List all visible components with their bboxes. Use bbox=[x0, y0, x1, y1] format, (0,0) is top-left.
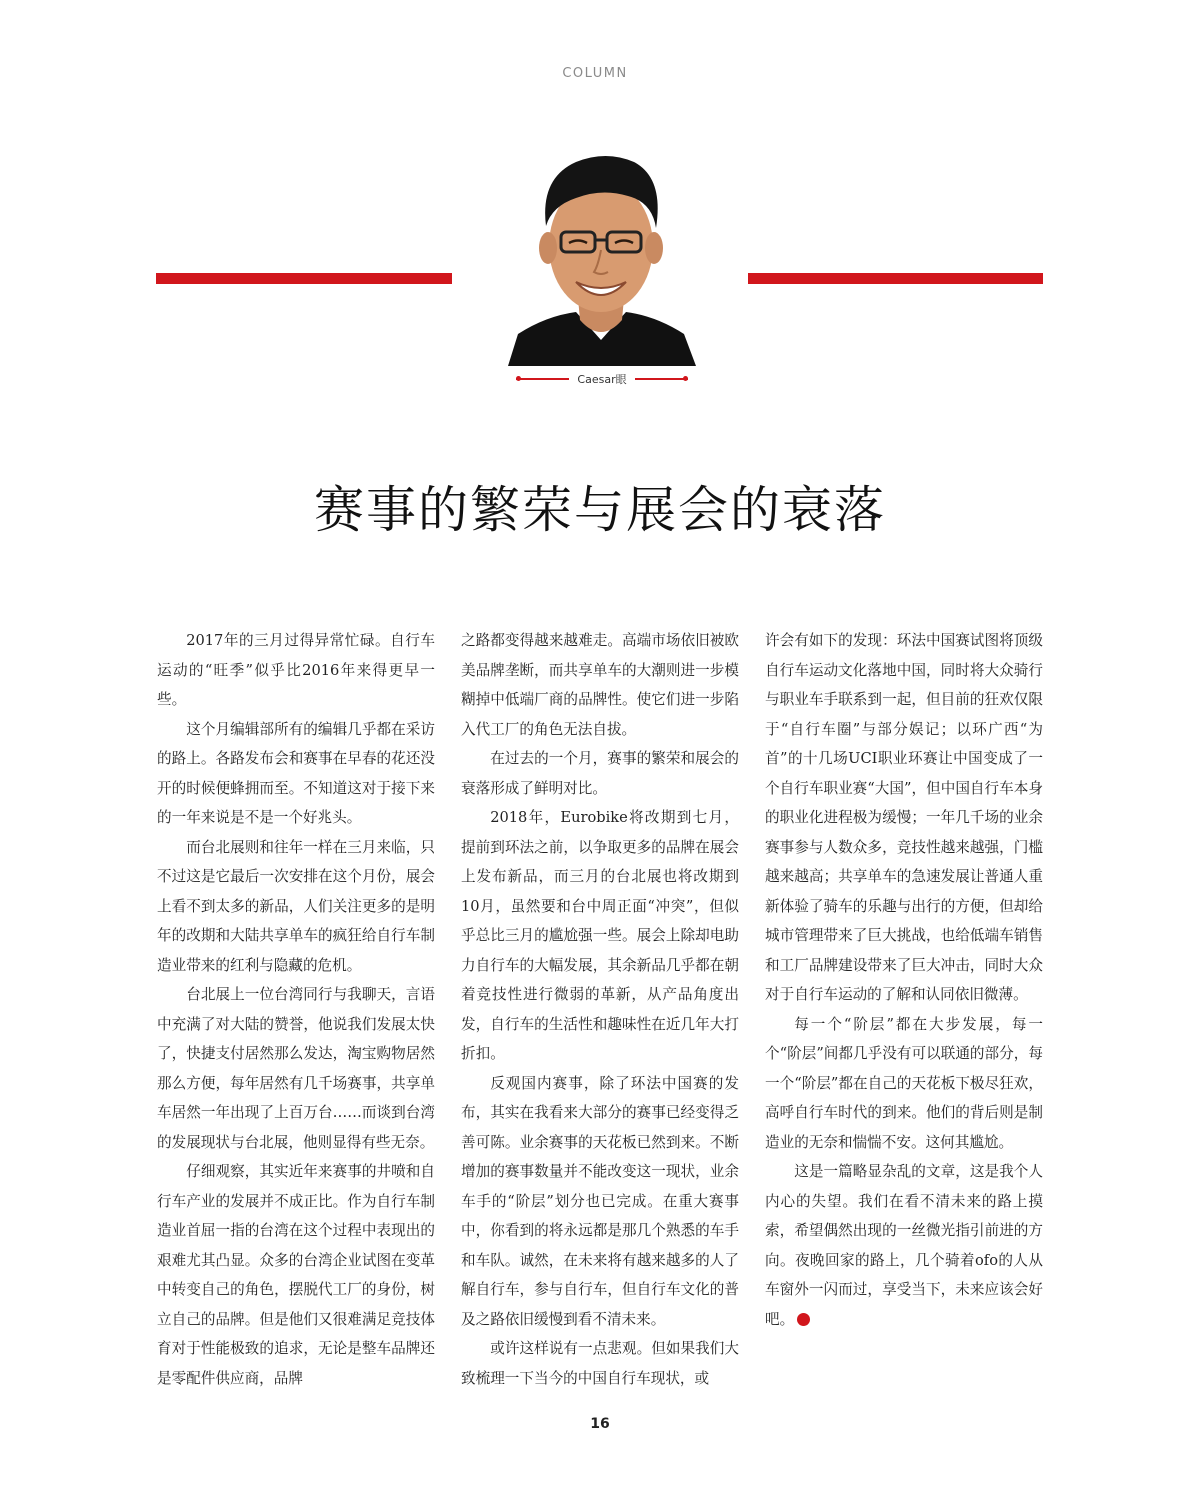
paragraph: 这个月编辑部所有的编辑几乎都在采访的路上。各路发布会和赛事在早春的花还没开的时候便蜂拥而至。不知道这对于接下来的一年来说是不是一个好兆头。 bbox=[157, 720, 435, 826]
paragraph: 许会有如下的发现：环法中国赛试图将顶级自行车运动文化落地中国，同时将大众骑行与职业车手联系到一起，但目前的狂欢仅限于“自行车圈”与部分娱记；以环广西“为首”的十几场UCI职业环赛让中国变成了一个自行车职业赛“大国”，但中国自行车本身的职业化进程极为缓慢；一年几千场的业余赛事参与人数众多，竞技性越来越强，门槛越来越高；共享单车的急速发展让普通人重新体验了骑车的乐趣与出行的方便，但却给城市管理带来了巨大挑战，也给低端车销售和工厂品牌建设带来了巨大冲击，同时大众对于自行车运动的了解和认同依旧微薄。 bbox=[765, 632, 1043, 1003]
decorative-bar-right bbox=[748, 273, 1043, 284]
article-body bbox=[157, 626, 1043, 1396]
author-portrait bbox=[506, 148, 696, 366]
paragraph: 2018年，Eurobike将改期到七月，提前到环法之前，以争取更多的品牌在展会上发布新品，而三月的台北展也将改期到10月，虽然要和台中周正面“冲突”，但似乎总比三月的尴尬强一些。展会上除却电助力自行车的大幅发展，其余新品几乎都在朝着竞技性进行微弱的革新，从产品角度出发，自行车的生活性和趣味性在近几年大打折扣。 bbox=[461, 809, 739, 1062]
paragraph: 在过去的一个月，赛事的繁荣和展会的衰落形成了鲜明对比。 bbox=[461, 750, 739, 797]
section-label: COLUMN bbox=[562, 66, 628, 81]
paragraph: 而台北展则和往年一样在三月来临，只不过这是它最后一次安排在这个月份，展会上看不到太多的新品，人们关注更多的是明年的改期和大陆共享单车的疯狂给自行车制造业带来的红利与隐藏的危机。 bbox=[157, 838, 435, 974]
paragraph bbox=[765, 1157, 1043, 1334]
decorative-bar-left bbox=[156, 273, 452, 284]
end-mark-icon: C bbox=[797, 1313, 810, 1326]
page-number: 16 bbox=[590, 1416, 610, 1432]
byline-rule-right bbox=[635, 378, 688, 380]
article-title: 赛事的繁荣与展会的衰落 bbox=[314, 481, 886, 539]
byline-rule-left bbox=[516, 378, 569, 380]
paragraph-text: 这是一篇略显杂乱的文章，这是我个人内心的失望。我们在看不清未来的路上摸索，希望偶然出现的一丝微光指引前进的方向。夜晚回家的路上，几个骑着ofo的人从车窗外一闪而过，享受当下，未来应该会好吧。 bbox=[765, 1163, 1043, 1328]
paragraph: 台北展上一位台湾同行与我聊天，言语中充满了对大陆的赞誉，他说我们发展太快了，快捷支付居然那么发达，淘宝购物居然那么方便，每年居然有几千场赛事，共享单车居然一年出现了上百万台……而谈到台湾的发展现状与台北展，他则显得有些无奈。 bbox=[157, 986, 435, 1151]
text-column-2 bbox=[461, 626, 739, 1396]
paragraph: 每一个“阶层”都在大步发展，每一个“阶层”间都几乎没有可以联通的部分，每一个“阶层”都在自己的天花板下极尽狂欢，高呼自行车时代的到来。他们的背后则是制造业的无奈和惴惴不安。这何其尴尬。 bbox=[765, 1015, 1043, 1151]
author-name: Caesar眼 bbox=[577, 373, 627, 386]
text-column-1 bbox=[157, 626, 435, 1396]
paragraph: 仔细观察，其实近年来赛事的井喷和自行车产业的发展并不成正比。作为自行车制造业首屈一指的台湾在这个过程中表现出的艰难尤其凸显。众多的台湾企业试图在变革中转变自己的角色，摆脱代工厂的身份，树立自己的品牌。但是他们又很难满足竞技体育对于性能极致的追求，无论是整车品牌还是零配件供应商，品牌 bbox=[157, 1163, 435, 1387]
paragraph: 之路都变得越来越难走。高端市场依旧被欧美品牌垄断，而共享单车的大潮则进一步模糊掉中低端厂商的品牌性。使它们进一步陷入代工厂的角色无法自拔。 bbox=[461, 632, 739, 738]
paragraph: 2017年的三月过得异常忙碌。自行车运动的“旺季”似乎比2016年来得更早一些。 bbox=[157, 632, 435, 708]
paragraph: 反观国内赛事，除了环法中国赛的发布，其实在我看来大部分的赛事已经变得乏善可陈。业余赛事的天花板已然到来。不断增加的赛事数量并不能改变这一现状，业余车手的“阶层”划分也已完成。在重大赛事中，你看到的将永远都是那几个熟悉的车手和车队。诚然，在未来将有越来越多的人了解自行车，参与自行车，但自行车文化的普及之路依旧缓慢到看不清未来。 bbox=[461, 1074, 739, 1328]
paragraph: 或许这样说有一点悲观。但如果我们大致梳理一下当今的中国自行车现状，或 bbox=[461, 1340, 739, 1387]
byline bbox=[516, 370, 688, 388]
text-column-3 bbox=[765, 626, 1043, 1396]
